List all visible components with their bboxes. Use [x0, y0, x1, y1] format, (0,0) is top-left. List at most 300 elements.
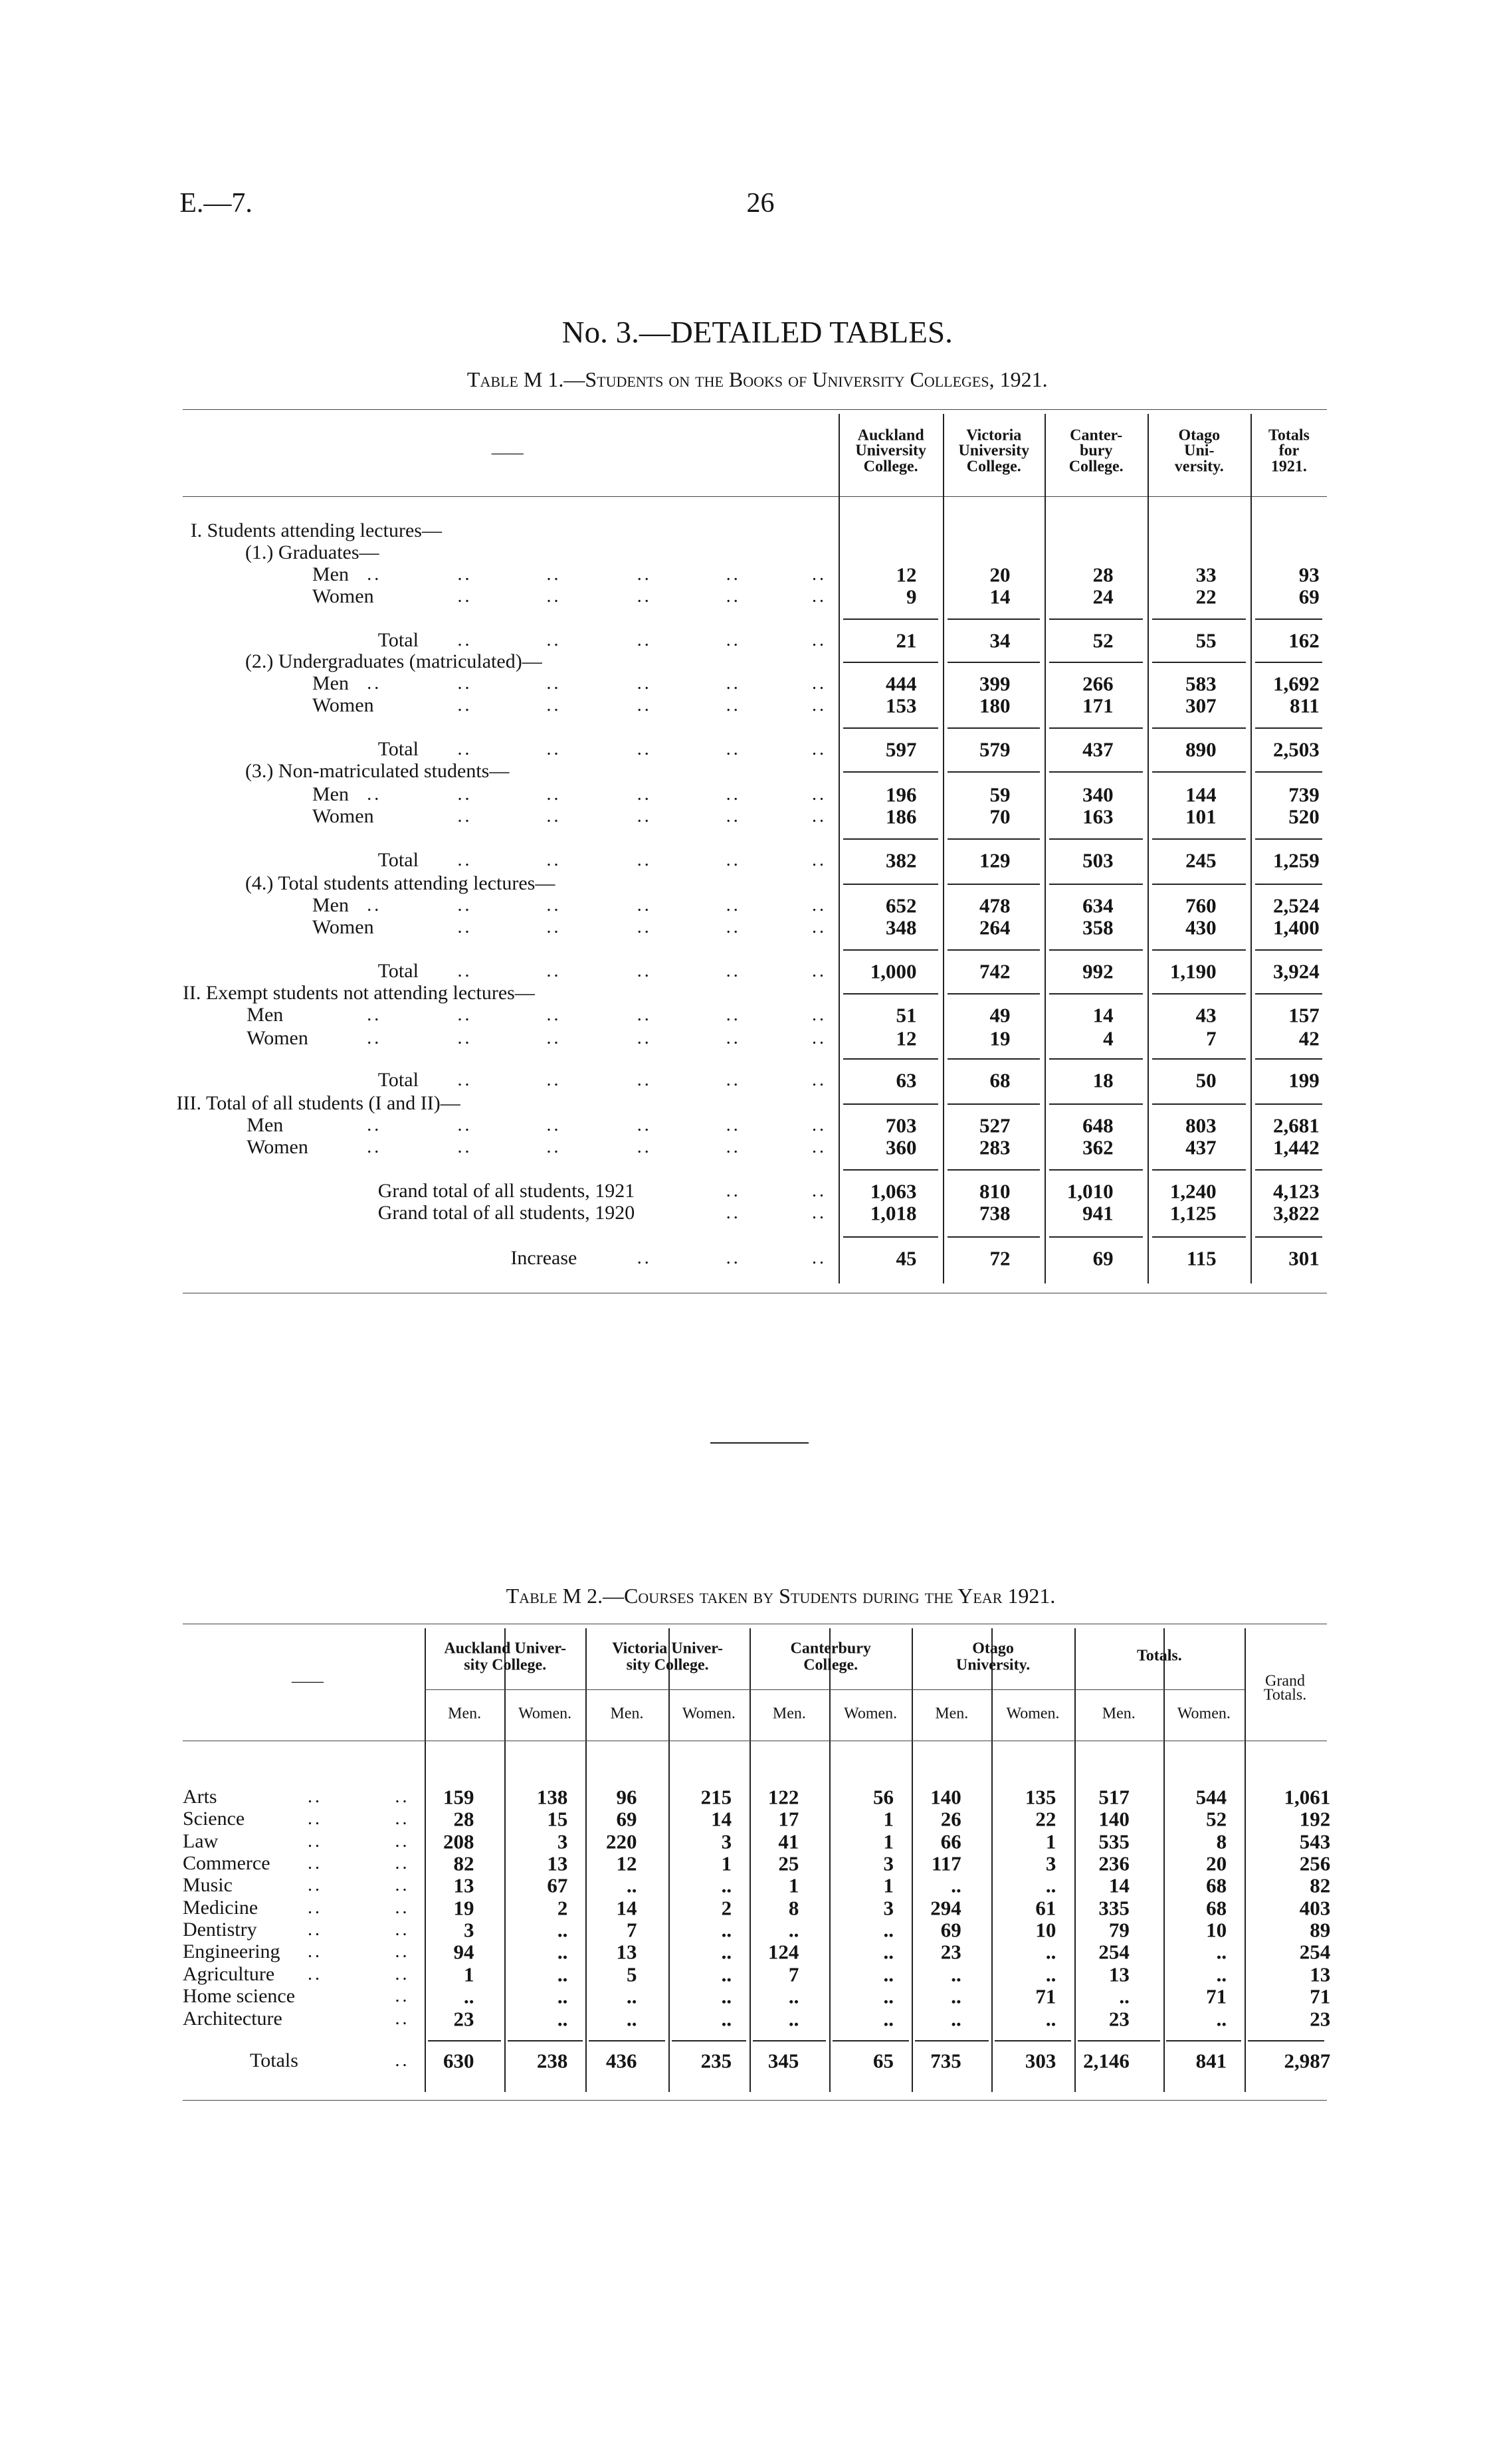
m1-sum-rule [1152, 727, 1246, 729]
m1-row-label: Women [247, 1026, 308, 1049]
m1-sum-rule [843, 618, 938, 620]
m2-cell-value: 25 [778, 1851, 799, 1875]
m2-cell-value: 8 [788, 1896, 799, 1920]
m1-sum-rule [1255, 949, 1322, 951]
leader-dots: .. [726, 1004, 741, 1025]
leader-dots: .. [726, 1202, 741, 1223]
leader-dots: .. [637, 960, 652, 981]
m1-row-label: Women [247, 1136, 308, 1159]
leader-dots: .. [812, 1202, 827, 1223]
m1-cell-value: 444 [885, 672, 917, 696]
m2-row-label: Law [182, 1830, 219, 1852]
m2-sum-rule [672, 2040, 747, 2041]
m1-cell-value: 68 [989, 1068, 1011, 1092]
m1-row-label: (3.) Non-matriculated students— [245, 759, 510, 782]
m1-sum-rule [1255, 1169, 1322, 1171]
m1-caption: Table M 1.—Students on the Books of University Colleges, 1921. [466, 367, 1048, 392]
leader-dots: .. [457, 563, 472, 585]
m2-cell-value: 3 [464, 1918, 474, 1942]
leader-dots: .. [457, 739, 472, 759]
m1-column-header: University [958, 442, 1030, 460]
m1-cell-value: 93 [1298, 563, 1320, 587]
m2-cell-value: 13 [547, 1851, 568, 1875]
m2-cell-value: 140 [930, 1785, 961, 1809]
leader-dots: .. [457, 916, 472, 937]
m1-cell-value: 739 [1288, 783, 1320, 806]
leader-dots: .. [726, 1070, 741, 1091]
m2-cell-value: 56 [873, 1785, 894, 1809]
leader-dots: .. [307, 1830, 322, 1851]
m2-column-divider [425, 1628, 426, 2092]
leader-dots: .. [457, 1004, 472, 1025]
m1-top-rule [183, 409, 1328, 410]
m2-totals-value: 345 [767, 2049, 799, 2073]
m1-sum-rule [1049, 727, 1143, 729]
m1-cell-value: 266 [1082, 672, 1114, 696]
m1-cell-value: 2,681 [1273, 1113, 1320, 1137]
m2-group-header: College. [803, 1656, 858, 1674]
m2-cell-value: .. [557, 1940, 568, 1964]
m2-cell-value: .. [626, 2007, 637, 2031]
leader-dots: .. [395, 2008, 410, 2029]
leader-dots: .. [637, 1115, 652, 1136]
m1-sum-rule [1255, 618, 1322, 620]
leader-dots: .. [726, 629, 741, 650]
m1-sum-rule [1152, 771, 1246, 773]
m1-row-label: I. Students attending lectures— [190, 520, 442, 541]
m2-cell-value: 1 [1045, 1830, 1056, 1853]
m1-row-label: Men [312, 894, 349, 916]
m2-cell-value: 138 [536, 1785, 568, 1809]
m2-cell-value: .. [883, 2007, 894, 2031]
leader-dots: .. [546, 916, 561, 937]
leader-dots: .. [546, 895, 561, 915]
m1-sum-rule [843, 771, 938, 773]
m1-sum-rule [948, 727, 1040, 729]
leader-dots: .. [546, 1115, 561, 1136]
leader-dots: .. [726, 673, 741, 694]
m2-cell-value: .. [721, 1873, 732, 1897]
m1-sum-rule [1152, 838, 1246, 840]
m1-sum-rule [948, 662, 1040, 663]
m2-stub-dash: —— [291, 1672, 324, 1690]
leader-dots: .. [726, 960, 741, 981]
m1-sum-rule [948, 1169, 1040, 1171]
m1-row-label: Men [312, 672, 349, 695]
leader-dots: .. [307, 1852, 322, 1873]
leader-dots: .. [546, 1070, 561, 1091]
leader-dots: .. [637, 849, 652, 870]
m2-cell-value: 17 [778, 1807, 799, 1831]
m1-cell-value: 199 [1288, 1068, 1320, 1092]
m2-group-header: Victoria Univer- [612, 1640, 724, 1657]
m1-sum-rule [1152, 1058, 1246, 1060]
m2-cell-value: .. [464, 1984, 474, 2008]
m1-cell-value: 14 [989, 585, 1011, 609]
m2-cell-value: 3 [721, 1830, 732, 1853]
m2-sum-rule [833, 2040, 909, 2041]
m2-cell-value: 124 [767, 1940, 799, 1964]
m1-cell-value: 810 [979, 1179, 1011, 1203]
m1-cell-value: 12 [896, 1026, 917, 1050]
m2-cell-value: .. [557, 1962, 568, 1986]
m2-subheader-men: Men. [1102, 1705, 1136, 1723]
m1-cell-value: 742 [979, 959, 1011, 983]
m1-cell-value: 264 [979, 915, 1011, 939]
m1-cell-value: 22 [1195, 585, 1217, 609]
leader-dots: .. [395, 2050, 410, 2071]
m2-cell-value: 14 [1108, 1873, 1130, 1897]
leader-dots: .. [307, 1941, 322, 1962]
leader-dots: .. [457, 784, 472, 805]
m2-cell-value: .. [557, 2007, 568, 2031]
m1-sum-rule [1152, 1169, 1246, 1171]
m2-group-header: Auckland Univer- [444, 1640, 567, 1657]
m1-sum-rule [948, 1058, 1040, 1060]
m1-column-header: Canter- [1070, 426, 1123, 444]
leader-dots: .. [546, 806, 561, 827]
m1-cell-value: 42 [1298, 1026, 1320, 1050]
m1-cell-value: 19 [989, 1026, 1011, 1050]
m1-cell-value: 7 [1206, 1026, 1217, 1050]
m1-sum-rule [1255, 884, 1322, 885]
leader-dots: .. [395, 1963, 410, 1984]
leader-dots: .. [546, 563, 561, 585]
leader-dots: .. [812, 1070, 827, 1091]
leader-dots: .. [726, 806, 741, 827]
m1-cell-value: 157 [1288, 1003, 1320, 1026]
m2-cell-value: 517 [1098, 1785, 1130, 1809]
leader-dots: .. [367, 673, 382, 694]
m2-group-header: Totals. [1136, 1647, 1182, 1665]
m1-cell-value: 144 [1185, 783, 1217, 806]
m2-cell-value: .. [721, 1962, 732, 1986]
leader-dots: .. [457, 629, 472, 650]
m2-cell-value: 403 [1299, 1896, 1331, 1920]
m2-group-header: sity College. [626, 1656, 709, 1674]
leader-dots: .. [726, 1027, 741, 1048]
m1-cell-value: 24 [1092, 585, 1114, 609]
m1-row-label: Men [312, 783, 349, 806]
page-series-label: E.—7. [179, 187, 252, 219]
m1-sum-rule [1255, 1236, 1322, 1238]
m2-cell-value: 192 [1299, 1807, 1331, 1831]
m1-cell-value: 348 [885, 915, 917, 939]
m2-subheader-men: Men. [448, 1705, 482, 1723]
m1-sum-rule [843, 1169, 938, 1171]
m1-cell-value: 1,010 [1066, 1179, 1114, 1203]
m2-cell-value: 254 [1098, 1940, 1130, 1964]
m2-cell-value: 117 [931, 1851, 961, 1875]
m2-row-label: Arts [182, 1785, 217, 1808]
m2-cell-value: .. [721, 2007, 732, 2031]
m2-cell-value: 1 [721, 1851, 732, 1875]
m1-row-label: Grand total of all students, 1920 [377, 1201, 635, 1224]
m2-totals-value: 235 [700, 2049, 732, 2073]
m2-cell-value: 71 [1035, 1984, 1056, 2008]
m2-row-label: Music [182, 1874, 233, 1897]
m2-column-divider [750, 1628, 751, 2092]
m2-cell-value: .. [721, 1984, 732, 2008]
leader-dots: .. [546, 784, 561, 805]
leader-dots: .. [367, 1115, 382, 1136]
m2-cell-value: 23 [1310, 2007, 1331, 2031]
m2-cell-value: 22 [1035, 1807, 1056, 1831]
m2-cell-value: .. [721, 1940, 732, 1964]
leader-dots: .. [637, 916, 652, 937]
m1-column-header: Totals [1268, 426, 1310, 444]
m1-sum-rule [1049, 618, 1143, 620]
leader-dots: .. [457, 806, 472, 827]
m1-stub-dash: —— [491, 444, 524, 462]
m2-cell-value: 66 [940, 1830, 961, 1853]
leader-dots: .. [367, 784, 382, 805]
m2-column-divider [1163, 1628, 1165, 2092]
m2-cell-value: 82 [1310, 1873, 1331, 1897]
leader-dots: .. [637, 784, 652, 805]
m1-row-label: Men [312, 563, 349, 585]
m1-header-rule [183, 496, 1328, 497]
m1-cell-value: 992 [1082, 959, 1114, 983]
m2-cell-value: 12 [616, 1851, 637, 1875]
m2-cell-value: .. [883, 1984, 894, 2008]
m2-cell-value: 535 [1098, 1830, 1130, 1853]
m2-cell-value: .. [788, 1918, 799, 1942]
m1-sum-rule [1255, 993, 1322, 995]
m1-cell-value: 4,123 [1273, 1179, 1320, 1203]
m2-totals-value: 303 [1025, 2049, 1056, 2073]
m2-column-divider [991, 1628, 993, 2092]
m2-cell-value: 23 [453, 2007, 474, 2031]
m1-column-divider [1250, 414, 1252, 1283]
m2-cell-value: .. [883, 1918, 894, 1942]
m1-cell-value: 50 [1195, 1068, 1217, 1092]
m2-totals-value: 630 [443, 2049, 474, 2073]
m2-totals-value: 735 [930, 2049, 961, 2073]
m1-column-header: Otago [1178, 426, 1221, 444]
m1-cell-value: 1,692 [1273, 672, 1320, 696]
m1-row-label: (2.) Undergraduates (matriculated)— [245, 650, 542, 673]
m1-cell-value: 527 [979, 1113, 1011, 1137]
m1-cell-value: 33 [1195, 563, 1217, 587]
m1-cell-value: 1,063 [870, 1179, 917, 1203]
m1-cell-value: 358 [1082, 915, 1114, 939]
m1-cell-value: 1,190 [1169, 959, 1217, 983]
m1-cell-value: 362 [1082, 1135, 1114, 1159]
m2-cell-value: 3 [1045, 1851, 1056, 1875]
m1-sum-rule [1049, 1058, 1143, 1060]
m2-group-header: Canterbury [790, 1640, 871, 1657]
m1-cell-value: 520 [1288, 805, 1320, 828]
leader-dots: .. [637, 673, 652, 694]
m2-column-divider [1074, 1628, 1076, 2092]
m2-column-divider [504, 1628, 506, 2092]
m2-grand-header: Grand [1265, 1672, 1306, 1690]
page-number: 26 [746, 187, 775, 219]
m1-cell-value: 59 [989, 783, 1011, 806]
leader-dots: .. [367, 1137, 382, 1158]
m1-sum-rule [948, 771, 1040, 773]
m1-sum-rule [843, 993, 938, 995]
m2-cell-value: 3 [883, 1851, 894, 1875]
leader-dots: .. [457, 895, 472, 915]
m1-cell-value: 1,442 [1273, 1135, 1320, 1159]
m1-cell-value: 186 [885, 805, 917, 828]
leader-dots: .. [726, 585, 741, 607]
leader-dots: .. [367, 895, 382, 915]
leader-dots: .. [637, 1004, 652, 1025]
leader-dots: .. [457, 1115, 472, 1136]
leader-dots: .. [546, 739, 561, 759]
leader-dots: .. [307, 1875, 322, 1896]
m2-subheader-women: Women. [844, 1705, 898, 1723]
m1-sum-rule [843, 884, 938, 885]
m2-cell-value: 41 [778, 1830, 799, 1853]
m2-sum-rule [1248, 2040, 1324, 2041]
m2-cell-value: 3 [883, 1896, 894, 1920]
m1-cell-value: 648 [1082, 1113, 1114, 1137]
m1-cell-value: 811 [1289, 694, 1320, 717]
leader-dots: .. [637, 563, 652, 585]
m1-cell-value: 72 [989, 1246, 1011, 1270]
leader-dots: .. [726, 1248, 741, 1269]
m1-cell-value: 18 [1092, 1068, 1114, 1092]
m2-cell-value: 159 [443, 1785, 474, 1809]
leader-dots: .. [637, 1137, 652, 1158]
m2-cell-value: 10 [1206, 1918, 1227, 1942]
m1-cell-value: 34 [989, 628, 1011, 652]
m2-totals-value: 436 [605, 2049, 637, 2073]
m1-cell-value: 399 [979, 672, 1011, 696]
m1-cell-value: 1,125 [1169, 1201, 1217, 1225]
m1-sum-rule [948, 1103, 1040, 1105]
m1-row-label: Men [247, 1114, 284, 1137]
m2-totals-value: 2,987 [1284, 2049, 1331, 2073]
leader-dots: .. [812, 695, 827, 716]
m1-cell-value: 21 [896, 628, 917, 652]
leader-dots: .. [637, 1027, 652, 1048]
m1-sum-rule [948, 838, 1040, 840]
m1-row-label: (4.) Total students attending lectures— [245, 872, 555, 895]
m2-cell-value: 2 [721, 1896, 732, 1920]
m2-sum-rule [915, 2040, 988, 2041]
m2-cell-value: .. [883, 1940, 894, 1964]
m1-sum-rule [1255, 771, 1322, 773]
leader-dots: .. [812, 585, 827, 607]
leader-dots: .. [812, 960, 827, 981]
m2-cell-value: 71 [1206, 1984, 1227, 2008]
m1-cell-value: 760 [1185, 894, 1217, 917]
m1-cell-value: 1,400 [1273, 915, 1320, 939]
m2-cell-value: .. [788, 2007, 799, 2031]
leader-dots: .. [812, 1248, 827, 1269]
m2-cell-value: .. [1216, 1940, 1227, 1964]
m1-sum-rule [1255, 838, 1322, 840]
m1-cell-value: 4 [1103, 1026, 1114, 1050]
leader-dots: .. [307, 1897, 322, 1918]
m1-column-header: bury [1080, 442, 1113, 460]
m2-cell-value: 69 [616, 1807, 637, 1831]
leader-dots: .. [546, 695, 561, 716]
m1-column-header: 1921. [1270, 458, 1307, 476]
m2-cell-value: 10 [1035, 1918, 1056, 1942]
m1-sum-rule [948, 949, 1040, 951]
leader-dots: .. [812, 1027, 827, 1048]
m2-sum-rule [995, 2040, 1071, 2041]
m1-cell-value: 430 [1185, 915, 1217, 939]
m1-cell-value: 1,000 [870, 959, 917, 983]
leader-dots: .. [546, 960, 561, 981]
m1-cell-value: 579 [979, 737, 1011, 761]
m2-row-label: Science [182, 1808, 245, 1830]
m1-sum-rule [948, 884, 1040, 885]
m1-column-header: College. [966, 458, 1021, 476]
m2-sum-rule [1166, 2040, 1241, 2041]
m1-sum-rule [843, 949, 938, 951]
leader-dots: .. [637, 585, 652, 607]
m1-cell-value: 14 [1092, 1003, 1114, 1026]
m1-column-divider [1148, 414, 1149, 1283]
m1-cell-value: 634 [1082, 894, 1114, 917]
m1-cell-value: 101 [1185, 805, 1217, 828]
m2-subheader-men: Men. [772, 1705, 806, 1723]
leader-dots: .. [726, 1137, 741, 1158]
m2-caption: Table M 2.—Courses taken by Students during the Year 1921. [506, 1583, 1056, 1608]
m1-cell-value: 171 [1082, 694, 1114, 717]
m1-column-header: Victoria [966, 426, 1022, 444]
leader-dots: .. [546, 1004, 561, 1025]
m2-group-header: sity College. [464, 1656, 547, 1674]
m2-group-header: Otago [972, 1640, 1014, 1657]
m1-sum-rule [1049, 884, 1143, 885]
m1-row-label: Women [312, 694, 374, 717]
m2-cell-value: 256 [1299, 1851, 1331, 1875]
leader-dots: .. [307, 1808, 322, 1830]
m1-cell-value: 2,503 [1273, 737, 1320, 761]
leader-dots: .. [726, 784, 741, 805]
leader-dots: .. [637, 895, 652, 915]
m1-sum-rule [1152, 618, 1246, 620]
m2-cell-value: .. [883, 1962, 894, 1986]
m2-cell-value: 23 [1108, 2007, 1130, 2031]
m2-cell-value: .. [1216, 1962, 1227, 1986]
m1-sum-rule [1049, 1169, 1143, 1171]
m2-subheader-men: Men. [610, 1705, 644, 1723]
m1-column-header: for [1278, 442, 1300, 460]
leader-dots: .. [307, 1786, 322, 1807]
m2-cell-value: 89 [1310, 1918, 1331, 1942]
m1-cell-value: 45 [896, 1246, 917, 1270]
m1-cell-value: 283 [979, 1135, 1011, 1159]
leader-dots: .. [457, 1070, 472, 1091]
m2-cell-value: 215 [700, 1785, 732, 1809]
section-separator [710, 1442, 809, 1444]
m2-row-label: Architecture [182, 2007, 282, 2030]
m1-sum-rule [1152, 662, 1246, 663]
m2-cell-value: 94 [453, 1940, 474, 1964]
m1-row-label: Total [377, 848, 419, 871]
m1-cell-value: 652 [885, 894, 917, 917]
leader-dots: .. [367, 563, 382, 585]
m1-sum-rule [1255, 662, 1322, 663]
m2-cell-value: 13 [453, 1873, 474, 1897]
leader-dots: .. [457, 1137, 472, 1158]
m2-cell-value: 61 [1035, 1896, 1056, 1920]
m2-column-divider [912, 1628, 913, 2092]
m2-cell-value: .. [1045, 1873, 1056, 1897]
m2-cell-value: 543 [1299, 1830, 1331, 1853]
m1-sum-rule [1255, 1058, 1322, 1060]
